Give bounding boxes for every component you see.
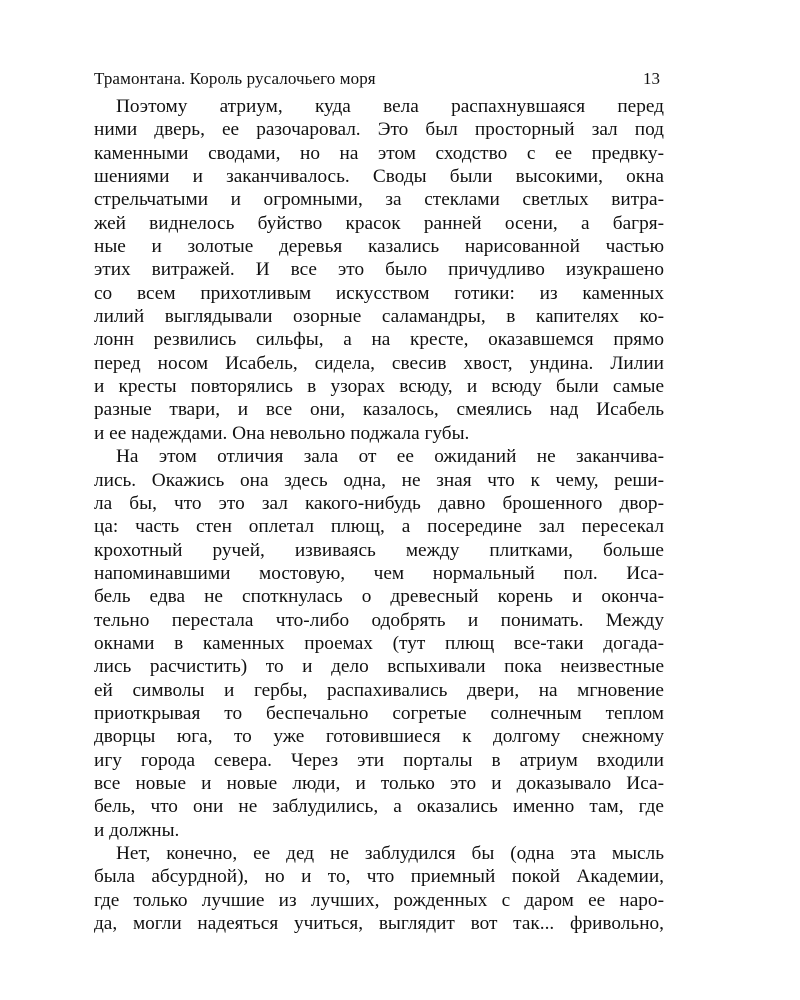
paragraph-line: ные и золотые деревья казались нарисованной частью [94, 236, 664, 258]
paragraph-line: бель, что они не заблудились, а оказались именно там, где [94, 796, 664, 818]
page-number: 13 [643, 69, 660, 88]
paragraph-line: все новые и новые люди, и только это и доказывало Иса- [94, 772, 664, 794]
paragraph-line: крохотный ручей, извиваясь между плитками, больше [94, 539, 664, 561]
paragraph-line: лонн резвились сильфы, а на кресте, оказавшемся прямо [94, 329, 664, 351]
paragraph-line: дворцы юга, то уже готовившиеся к долгому снежному [94, 726, 664, 748]
paragraph-line: лись. Окажись она здесь одна, не зная что к чему, реши- [94, 469, 664, 491]
paragraph-line: ними дверь, ее разочаровал. Это был просторный зал под [94, 119, 664, 141]
paragraph-line: каменными сводами, но на этом сходство с ее предвку- [94, 142, 664, 164]
paragraph-line: тельно перестала что-либо одобрять и понимать. Между [94, 609, 664, 631]
paragraph-line: жей виднелось буйство красок ранней осени, а багря- [94, 212, 664, 234]
paragraph-line: этих витражей. И все это было причудливо изукрашено [94, 259, 664, 281]
running-header [94, 68, 664, 90]
paragraph-line: Поэтому атриум, куда вела распахнувшаяся перед [116, 96, 664, 117]
running-title: Трамонтана. Король русалочьего моря [94, 69, 376, 88]
paragraph-line: где только лучшие из лучших, рожденных с даром ее наро- [94, 889, 664, 911]
paragraph-line: шениями и заканчивалось. Своды были высокими, окна [94, 166, 664, 188]
paragraph-line: лилий выглядывали озорные саламандры, в капителях ко- [94, 306, 664, 328]
paragraph-line: На этом отличия зала от ее ожиданий не заканчива- [116, 446, 664, 468]
paragraph-line: лись расчистить) то и дело вспыхивали пока неизвестные [94, 656, 664, 678]
paragraph-line: приоткрывая то беспечально согретые солнечным теплом [94, 702, 664, 724]
paragraph-line: разные твари, и все они, казалось, смеялись над Исабель [94, 399, 664, 421]
book-page [94, 68, 664, 935]
paragraph-line: и ее надеждами. Она невольно поджала губы. [94, 422, 470, 444]
paragraph-line: ей символы и гербы, распахивались двери, на мгновение [94, 679, 664, 701]
paragraph-line: напоминавшими мостовую, чем нормальный пол. Иса- [94, 562, 664, 584]
paragraph-line: перед носом Исабель, сидела, свесив хвост, ундина. Лилии [94, 352, 664, 374]
paragraph-line: ла бы, что это зал какого-нибудь давно брошенного двор- [94, 492, 664, 514]
paragraph-line: Нет, конечно, ее дед не заблудился бы (одна эта мысль [116, 843, 664, 864]
paragraph-line: игу города севера. Через эти порталы в атриум входили [94, 749, 664, 771]
paragraph-line: и кресты повторялись в узорах всюду, и всюду были самые [94, 376, 664, 398]
paragraph-line: со всем прихотливым искусством готики: из каменных [94, 282, 664, 304]
body-text [94, 95, 664, 935]
paragraph-line: была абсурдной), но и то, что приемный покой Академии, [94, 866, 664, 888]
paragraph-line: и должны. [94, 819, 180, 841]
paragraph-line: стрельчатыми и огромными, за стеклами светлых витра- [94, 189, 664, 211]
paragraph-line: ца: часть стен оплетал плющ, а посередине зал пересекал [94, 516, 664, 538]
paragraph-line: бель едва не споткнулась о древесный корень и оконча- [94, 586, 664, 608]
paragraph-line: да, могли надеяться учиться, выглядит вот так... фривольно, [94, 913, 664, 935]
paragraph-line: окнами в каменных проемах (тут плющ все-таки догада- [94, 632, 664, 654]
